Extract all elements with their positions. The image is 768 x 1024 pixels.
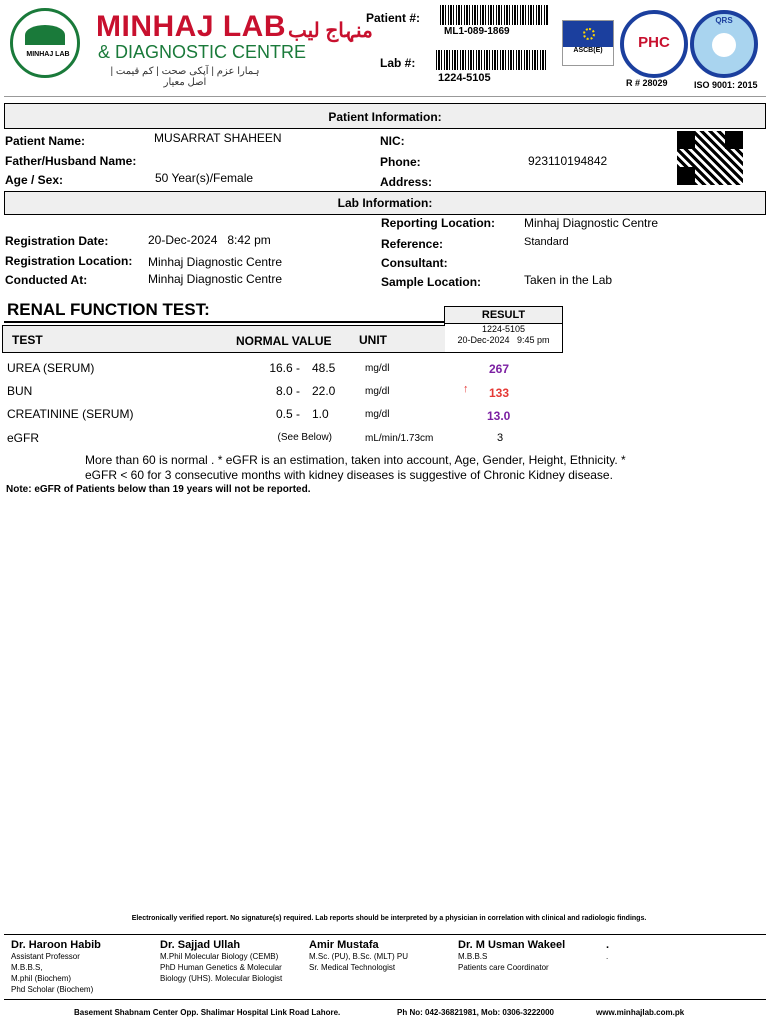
signatory-line: M.phil (Biochem) xyxy=(11,974,72,983)
signatory-line: M.Sc. (PU), B.Sc. (MLT) PU xyxy=(309,952,408,961)
test-name: UREA (SERUM) xyxy=(7,361,95,375)
phc-label: PHC xyxy=(638,34,670,51)
signatory-line: . xyxy=(606,952,609,961)
test-title-underline xyxy=(4,321,444,323)
verification-disclaimer: Electronically verified report. No signature(s) required. Lab reports should be interpreted by a physician in correlation with clinical and radiologic findings. xyxy=(131,915,647,922)
lab-logo xyxy=(10,8,84,82)
signatory-name: Amir Mustafa xyxy=(309,939,379,951)
col-normal-value: NORMAL VALUE xyxy=(236,334,332,348)
patient-no-label: Patient #: xyxy=(366,11,421,25)
col-unit: UNIT xyxy=(359,333,387,347)
patient-name: MUSARRAT SHAHEEN xyxy=(154,131,282,145)
signatory-name: Dr. Haroon Habib xyxy=(11,939,101,951)
lab-no: 1224-5105 xyxy=(438,72,491,84)
lab-name: MINHAJ LAB xyxy=(96,10,286,43)
phone-value: 923110194842 xyxy=(528,154,608,168)
ascb-label: ASCB(E) xyxy=(573,47,603,54)
egfr-note: Note: eGFR of Patients below than 19 years will not be reported. xyxy=(6,484,311,495)
table-row xyxy=(0,361,768,381)
qrs-badge xyxy=(690,10,758,78)
signatory xyxy=(160,939,305,984)
sample-location-label: Sample Location: xyxy=(381,275,482,289)
signatory-line: Sr. Medical Technologist xyxy=(309,963,396,972)
iso-label: ISO 9001: 2015 xyxy=(694,80,758,90)
qrs-label: QRS xyxy=(715,16,733,25)
conducted-at-label: Conducted At: xyxy=(5,273,88,287)
test-name: eGFR xyxy=(7,431,40,445)
unit: mL/min/1.73cm xyxy=(365,433,434,444)
unit: mg/dl xyxy=(365,363,390,374)
test-title: RENAL FUNCTION TEST: xyxy=(7,300,210,319)
reporting-location: Minhaj Diagnostic Centre xyxy=(524,216,659,230)
conducted-at: Minhaj Diagnostic Centre xyxy=(148,272,283,286)
signatory-line: Biology (UHS). Molecular Biologist xyxy=(160,974,283,983)
signatory-line: Patients care Coordinator xyxy=(458,963,549,972)
sample-location: Taken in the Lab xyxy=(524,273,613,287)
signatory xyxy=(458,939,598,973)
qr-code-icon xyxy=(677,131,743,185)
consultant-label: Consultant: xyxy=(381,256,448,270)
reg-number: R # 28029 xyxy=(626,78,668,88)
normal-low: 8.0 - xyxy=(275,384,300,398)
phc-badge xyxy=(620,10,688,78)
logo-emblem-icon xyxy=(10,8,80,78)
signatory-name: Dr. Sajjad Ullah xyxy=(160,939,241,951)
lab-no-label: Lab #: xyxy=(380,56,416,70)
lab-barcode xyxy=(436,50,548,70)
unit: mg/dl xyxy=(365,386,390,397)
normal-low: 0.5 - xyxy=(275,407,300,421)
phone-label: Phone: xyxy=(380,155,421,169)
lab-info-title: Lab Information: xyxy=(4,191,766,215)
lab-tagline-urdu: ہمارا عزم | آپکی صحت | کم قیمت | اصل معیار xyxy=(110,66,260,88)
col-test: TEST xyxy=(12,333,43,347)
eu-stars-icon xyxy=(563,21,613,47)
signatory-line: Phd Scholar (Biochem) xyxy=(11,985,94,994)
father-name-label: Father/Husband Name: xyxy=(5,154,137,168)
table-row xyxy=(0,431,768,451)
table-row xyxy=(0,407,768,427)
normal-high: 22.0 xyxy=(312,384,336,398)
header-divider xyxy=(4,96,766,97)
footer-phone: Ph No: 042-36821981, Mob: 0306-3222000 xyxy=(397,1008,554,1017)
footer-divider-bottom xyxy=(4,999,766,1000)
result-header-box xyxy=(444,306,563,353)
result-value: 133 xyxy=(489,386,510,400)
signatory-name: Dr. M Usman Wakeel xyxy=(458,939,566,951)
registration-location-label: Registration Location: xyxy=(5,254,133,268)
globe-icon xyxy=(712,33,736,57)
signatory-line: M.Phil Molecular Biology (CEMB) xyxy=(160,952,279,961)
test-name: CREATININE (SERUM) xyxy=(7,407,134,421)
flag-up-arrow-icon: ↑ xyxy=(463,383,469,395)
signatory xyxy=(11,939,151,995)
lab-subtitle: & DIAGNOSTIC CENTRE xyxy=(98,42,307,62)
reference-label: Reference: xyxy=(381,237,444,251)
result-value: 3 xyxy=(497,432,504,444)
result-date: 20-Dec-2024 9:45 pm xyxy=(457,335,550,345)
age-sex: 50 Year(s)/Female xyxy=(155,171,254,185)
normal-low: 16.6 - xyxy=(269,361,300,375)
table-row xyxy=(0,384,768,404)
signatory xyxy=(606,939,646,962)
egfr-comment-2: eGFR < 60 for 3 consecutive months with kidney diseases is suggestive of Chronic Kidney disease. xyxy=(85,468,613,482)
result-value: 267 xyxy=(489,362,510,376)
patient-name-label: Patient Name: xyxy=(5,134,86,148)
footer-address: Basement Shabnam Center Opp. Shalimar Hospital Link Road Lahore. xyxy=(74,1008,341,1017)
normal-high: 1.0 xyxy=(312,407,329,421)
result-label: RESULT xyxy=(445,307,562,324)
registration-date: 20-Dec-2024 8:42 pm xyxy=(148,233,271,247)
registration-location: Minhaj Diagnostic Centre xyxy=(148,255,283,269)
signatory-line: M.B.B.S, xyxy=(11,963,43,972)
lab-name-urdu: منہاج لیب xyxy=(288,20,373,42)
egfr-comment-1: More than 60 is normal . * eGFR is an estimation, taken into account, Age, Gender, Height, Ethnicity. * xyxy=(85,453,626,467)
signatory-line: Assistant Professor xyxy=(11,952,80,961)
signatory-line: PhD Human Genetics & Molecular xyxy=(160,963,282,972)
footer-divider xyxy=(4,934,766,935)
normal-high: 48.5 xyxy=(312,361,336,375)
logo-text: MINHAJ LAB xyxy=(26,51,70,58)
unit: mg/dl xyxy=(365,409,390,420)
footer-website[interactable]: www.minhajlab.com.pk xyxy=(596,1008,685,1017)
signatory-line: M.B.B.S xyxy=(458,952,488,961)
reporting-location-label: Reporting Location: xyxy=(381,216,495,230)
signatory-name: . xyxy=(606,939,610,951)
registration-date-label: Registration Date: xyxy=(5,234,109,248)
test-name: BUN xyxy=(7,384,33,398)
patient-info-title: Patient Information: xyxy=(4,103,766,129)
age-sex-label: Age / Sex: xyxy=(5,173,64,187)
reference-value: Standard xyxy=(524,236,569,248)
ascb-badge xyxy=(562,20,614,66)
normal-low: (See Below) xyxy=(277,432,332,443)
signatory xyxy=(309,939,449,973)
patient-barcode xyxy=(440,5,548,25)
result-lab-no: 1224-5105 xyxy=(481,324,526,334)
result-value: 13.0 xyxy=(487,409,511,423)
nic-label: NIC: xyxy=(380,134,405,148)
patient-no: ML1-089-1869 xyxy=(444,26,510,37)
address-label: Address: xyxy=(380,175,433,189)
